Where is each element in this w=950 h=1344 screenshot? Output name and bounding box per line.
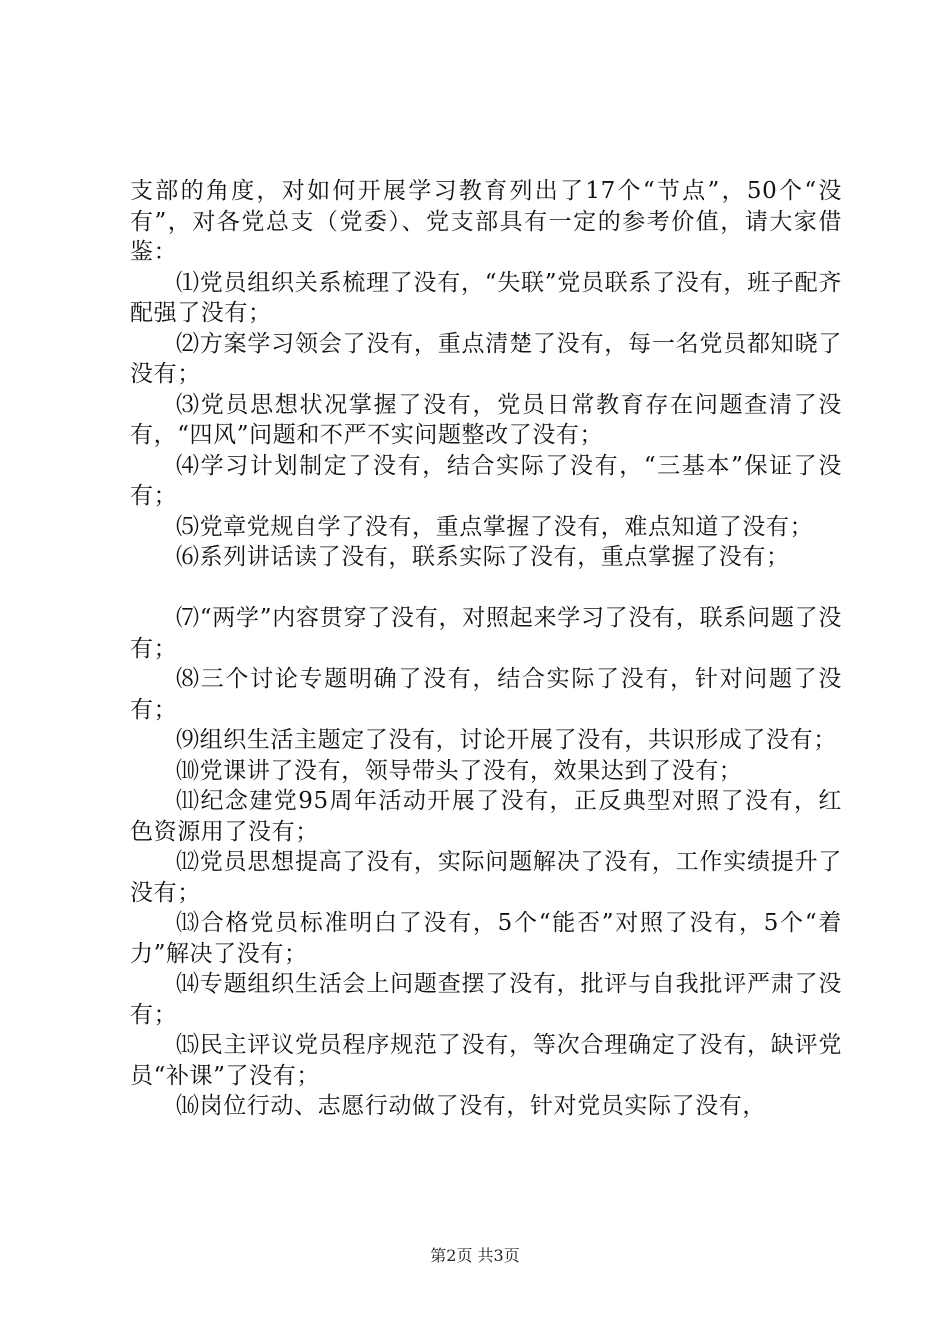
list-item-3: ⑶党员思想状况掌握了没有，党员日常教育存在问题查清了没有，“四风”问题和不严不实问题整改了没有；: [130, 391, 842, 448]
list-item-16: ⒃岗位行动、志愿行动做了没有，针对党员实际了没有，: [176, 1093, 766, 1119]
list-item-14: ⒁专题组织生活会上问题查摆了没有，批评与自我批评严肃了没有；: [130, 971, 842, 1028]
intro-paragraph: 支部的角度，对如何开展学习教育列出了17个“节点”，50个“没有”，对各党总支（党委）、党支部具有一定的参考价值，请大家借鉴：: [130, 178, 842, 265]
list-item-2: ⑵方案学习领会了没有，重点清楚了没有，每一名党员都知晓了没有；: [130, 330, 842, 387]
list-item-8: ⑻三个讨论专题明确了没有，结合实际了没有，针对问题了没有；: [130, 666, 842, 723]
list-item-13: ⒀合格党员标准明白了没有，5个“能否”对照了没有，5个“着力”解决了没有；: [130, 910, 842, 967]
list-item-11: ⑾纪念建党95周年活动开展了没有，正反典型对照了没有，红色资源用了没有；: [130, 788, 842, 845]
list-item-9: ⑼组织生活主题定了没有，讨论开展了没有，共识形成了没有；: [176, 727, 837, 753]
list-item-7: ⑺“两学”内容贯穿了没有，对照起来学习了没有，联系问题了没有；: [130, 605, 842, 662]
list-item-1: ⑴党员组织关系梳理了没有，“失联”党员联系了没有，班子配齐配强了没有；: [130, 269, 842, 326]
list-item-6: ⑹系列讲话读了没有，联系实际了没有，重点掌握了没有；: [176, 544, 790, 570]
list-item-10: ⑽党课讲了没有，领导带头了没有，效果达到了没有；: [176, 757, 743, 784]
list-item-12: ⑿党员思想提高了没有，实际问题解决了没有，工作实绩提升了没有；: [130, 849, 842, 906]
document-body: [130, 176, 842, 1122]
list-item-5: ⑸党章党规自学了没有，重点掌握了没有，难点知道了没有；: [176, 513, 814, 540]
list-item-15: ⒂民主评议党员程序规范了没有，等次合理确定了没有，缺评党员“补课”了没有；: [130, 1032, 842, 1089]
blank-line: [130, 573, 842, 604]
list-item-4: ⑷学习计划制定了没有，结合实际了没有，“三基本”保证了没有；: [130, 452, 842, 509]
page-footer: 第2页 共3页: [430, 1246, 520, 1265]
